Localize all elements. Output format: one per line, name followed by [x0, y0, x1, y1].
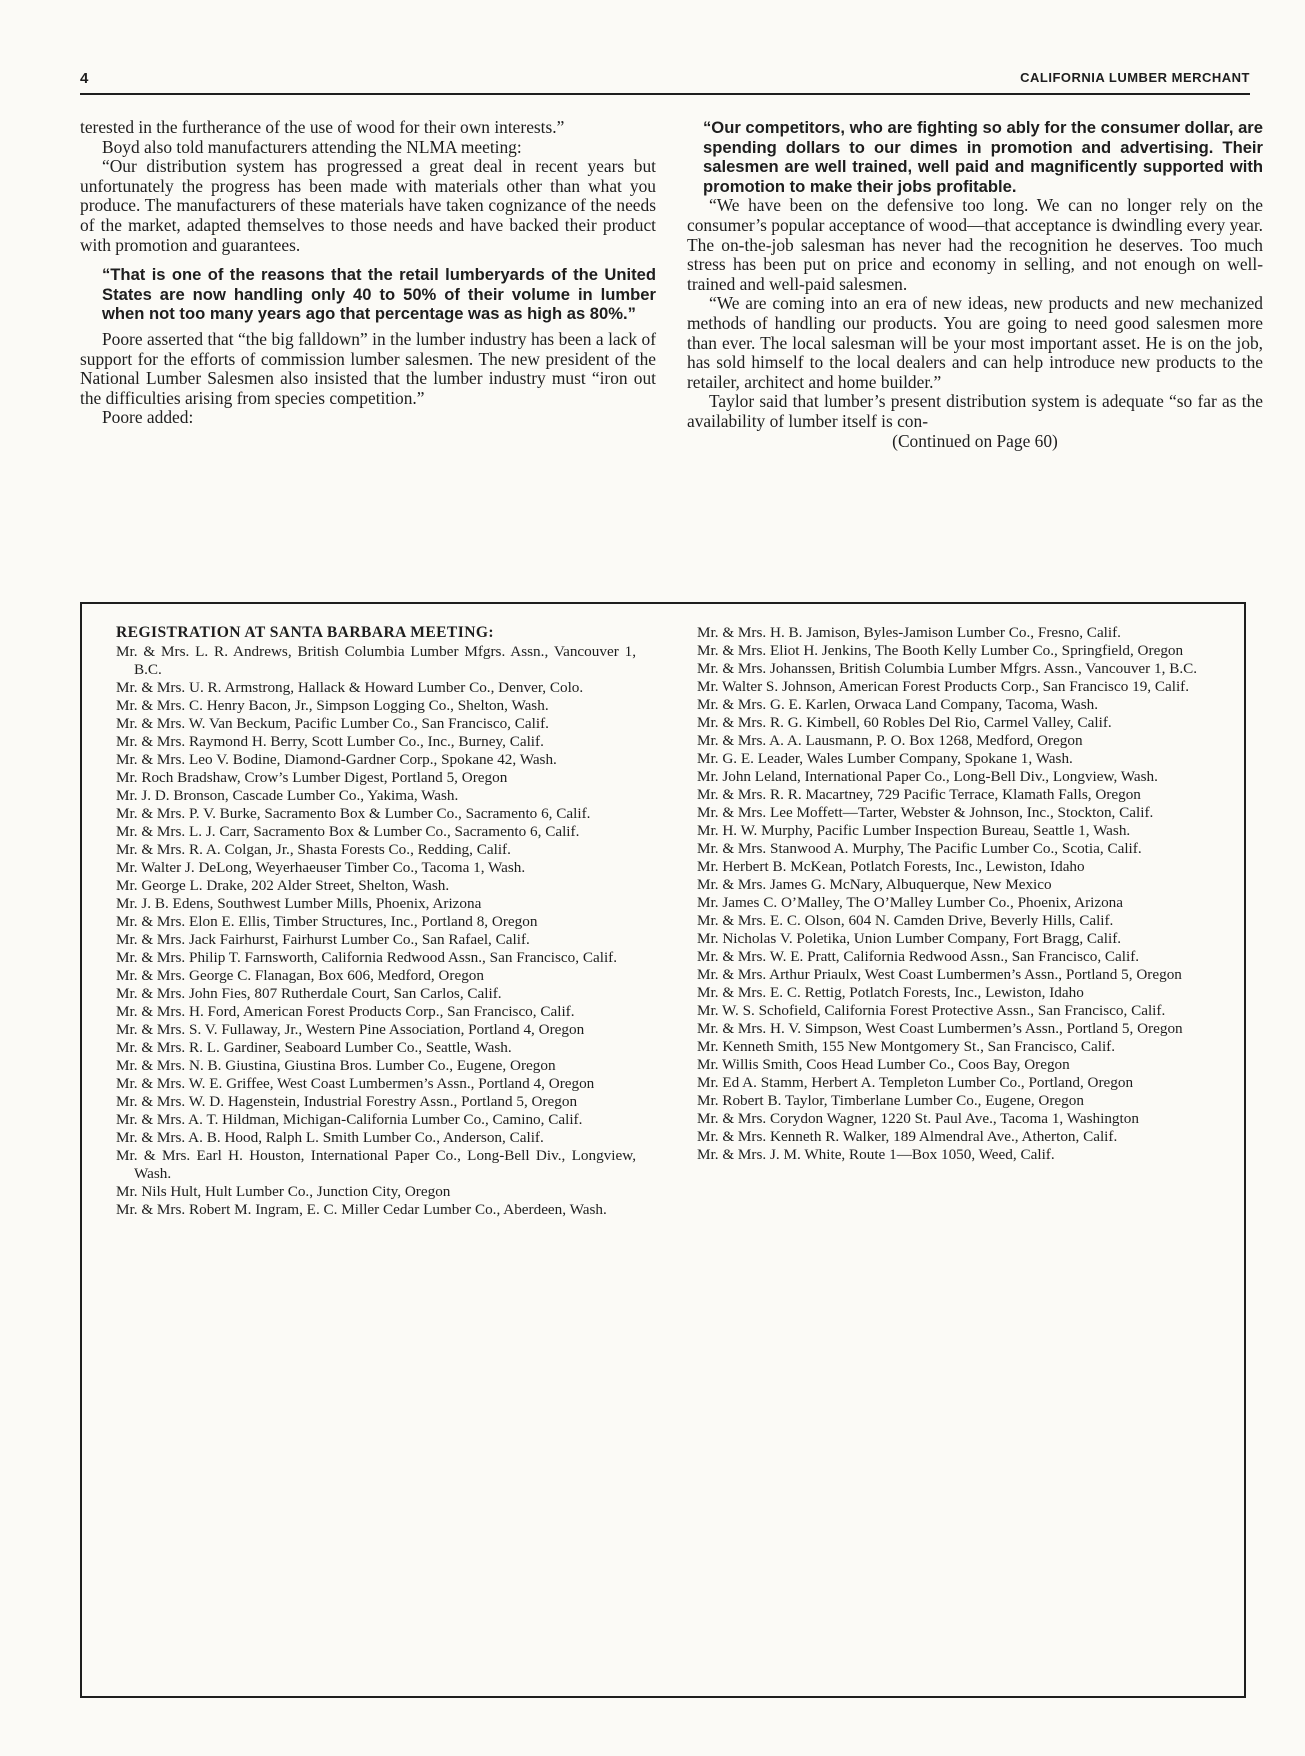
registration-entry: Mr. John Leland, International Paper Co., Long-Bell Div., Longview, Wash. [697, 768, 1158, 785]
registration-entry: Mr. & Mrs. W. D. Hagenstein, Industrial Forestry Assn., Portland 5, Oregon [116, 1093, 578, 1110]
registration-entry: Mr. James C. O’Malley, The O’Malley Lumber Co., Phoenix, Arizona [697, 894, 1124, 911]
right-pull-quote: “Our competitors, who are fighting so ably for the consumer dollar, are spending dollars to our dimes in promotion and advertising. Their salesmen are well trained, well paid and magnificently supported with promotion to make their jobs profitable. [703, 118, 1263, 196]
page-header [80, 70, 1250, 92]
registration-entry: Mr. & Mrs. R. L. Gardiner, Seaboard Lumber Co., Seattle, Wash. [116, 1039, 512, 1056]
registration-entry: Mr. J. B. Edens, Southwest Lumber Mills, Phoenix, Arizona [116, 895, 482, 912]
registration-entry: Mr. & Mrs. A. A. Lausmann, P. O. Box 1268, Medford, Oregon [697, 732, 1083, 749]
registration-entry: Mr. Robert B. Taylor, Timberlane Lumber Co., Eugene, Oregon [697, 1092, 1084, 1109]
left-paragraph: terested in the furtherance of the use of wood for their own interests.” [80, 117, 565, 137]
registration-entry: Mr. Nicholas V. Poletika, Union Lumber Company, Fort Bragg, Calif. [697, 930, 1122, 947]
registration-entry: Mr. H. W. Murphy, Pacific Lumber Inspection Bureau, Seattle 1, Wash. [697, 822, 1131, 839]
left-pull-quote: “That is one of the reasons that the retail lumberyards of the United States are now handling only 40 to 50% of their volume in lumber when not too many years ago that percentage was as high as 80%.” [102, 265, 656, 324]
registration-entry: Mr. Walter S. Johnson, American Forest Products Corp., San Francisco 19, Calif. [697, 678, 1190, 695]
registration-entry: Mr. & Mrs. John Fies, 807 Rutherdale Court, San Carlos, Calif. [116, 985, 502, 1002]
registration-entry: Mr. & Mrs. C. Henry Bacon, Jr., Simpson Logging Co., Shelton, Wash. [116, 697, 549, 714]
left-paragraph: Boyd also told manufacturers attending the NLMA meeting: [102, 136, 522, 157]
registration-entry: Mr. & Mrs. Kenneth R. Walker, 189 Almendral Ave., Atherton, Calif. [697, 1128, 1118, 1145]
registration-entry: Mr. Walter J. DeLong, Weyerhaeuser Timber Co., Tacoma 1, Wash. [116, 859, 526, 876]
registration-entry: Mr. George L. Drake, 202 Alder Street, Shelton, Wash. [116, 877, 450, 894]
article-column-right [687, 118, 1263, 451]
registration-entry: Mr. & Mrs. Arthur Priaulx, West Coast Lumbermen’s Assn., Portland 5, Oregon [697, 966, 1182, 983]
registration-entry: Mr. & Mrs. A. T. Hildman, Michigan-California Lumber Co., Camino, Calif. [116, 1111, 583, 1128]
registration-entry: Mr. & Mrs. Eliot H. Jenkins, The Booth Kelly Lumber Co., Springfield, Oregon [697, 642, 1184, 659]
right-paragraph: “We are coming into an era of new ideas, new products and new mechanized methods of handling our products. You are going to need good salesmen more than ever. The local salesman will be your most important asset. He is on the job, has sold himself to the local dealers and can help introduce new products to the retailer, architect and home builder.” [687, 293, 1263, 392]
registration-entry: Mr. Herbert B. McKean, Potlatch Forests, Inc., Lewiston, Idaho [697, 858, 1085, 875]
registration-entry: Mr. & Mrs. R. G. Kimbell, 60 Robles Del Rio, Carmel Valley, Calif. [697, 714, 1112, 731]
registration-entry: Mr. & Mrs. Elon E. Ellis, Timber Structures, Inc., Portland 8, Oregon [116, 913, 538, 930]
header-rule [80, 93, 1250, 95]
registration-entry: Mr. & Mrs. W. E. Pratt, California Redwood Assn., San Francisco, Calif. [697, 948, 1140, 965]
registration-entry: Mr. & Mrs. H. B. Jamison, Byles-Jamison Lumber Co., Fresno, Calif. [697, 624, 1121, 641]
registration-entry: Mr. & Mrs. H. V. Simpson, West Coast Lumbermen’s Assn., Portland 5, Oregon [697, 1020, 1183, 1037]
registration-title: REGISTRATION AT SANTA BARBARA MEETING: [116, 624, 494, 641]
registration-entry: Mr. & Mrs. Stanwood A. Murphy, The Pacific Lumber Co., Scotia, Calif. [697, 840, 1142, 857]
left-paragraph: “Our distribution system has progressed a great deal in recent years but unfortunately the progress has been made with materials other than what you produce. The manufacturers of these materials have taken cognizance of the needs of the market, adapted themselves to those needs and have backed their product with promotion and guarantees. [80, 156, 656, 255]
registration-entry: Mr. J. D. Bronson, Cascade Lumber Co., Yakima, Wash. [116, 787, 459, 804]
registration-entry: Mr. & Mrs. Lee Moffett—Tarter, Webster & Johnson, Inc., Stockton, Calif. [697, 804, 1154, 821]
registration-entry: Mr. & Mrs. S. V. Fullaway, Jr., Western Pine Association, Portland 4, Oregon [116, 1021, 585, 1038]
registration-entry: Mr. Nils Hult, Hult Lumber Co., Junction City, Oregon [116, 1183, 451, 1200]
registration-box [80, 602, 1246, 1698]
publication-title: CALIFORNIA LUMBER MERCHANT [1020, 70, 1250, 85]
registration-entry: Mr. & Mrs. James G. McNary, Albuquerque, New Mexico [697, 876, 1052, 893]
registration-entry: Mr. & Mrs. George C. Flanagan, Box 606, Medford, Oregon [116, 967, 484, 984]
right-paragraph: Taylor said that lumber’s present distribution system is adequate “so far as the availability of lumber itself is con- [687, 391, 1263, 431]
right-paragraph: “We have been on the defensive too long. We can no longer rely on the consumer’s popular acceptance of wood—that acceptance is dwindling every year. The on-the-job salesman has never had the recognition he deserves. Too much stress has been put on price and economy in selling, and not enough on well-trained and well-paid salesmen. [687, 195, 1263, 294]
registration-entry: Mr. & Mrs. Jack Fairhurst, Fairhurst Lumber Co., San Rafael, Calif. [116, 931, 530, 948]
registration-entry: Mr. & Mrs. Earl H. Houston, International Paper Co., Long-Bell Div., Longview, Wash. [116, 1147, 636, 1182]
registration-entry: Mr. Roch Bradshaw, Crow’s Lumber Digest, Portland 5, Oregon [116, 769, 508, 786]
registration-entry: Mr. & Mrs. L. R. Andrews, British Columbia Lumber Mfgrs. Assn., Vancouver 1, B.C. [116, 643, 636, 678]
registration-entry: Mr. & Mrs. L. J. Carr, Sacramento Box & Lumber Co., Sacramento 6, Calif. [116, 823, 580, 840]
registration-entry: Mr. G. E. Leader, Wales Lumber Company, Spokane 1, Wash. [697, 750, 1073, 767]
registration-entry: Mr. & Mrs. Leo V. Bodine, Diamond-Gardner Corp., Spokane 42, Wash. [116, 751, 557, 768]
registration-entry: Mr. & Mrs. W. E. Griffee, West Coast Lumbermen’s Assn., Portland 4, Oregon [116, 1075, 595, 1092]
registration-entry: Mr. & Mrs. Robert M. Ingram, E. C. Miller Cedar Lumber Co., Aberdeen, Wash. [116, 1201, 607, 1218]
registration-entry: Mr. & Mrs. R. R. Macartney, 729 Pacific Terrace, Klamath Falls, Oregon [697, 786, 1141, 803]
registration-entry: Mr. & Mrs. Raymond H. Berry, Scott Lumber Co., Inc., Burney, Calif. [116, 733, 544, 750]
registration-entry: Mr. & Mrs. Corydon Wagner, 1220 St. Paul Ave., Tacoma 1, Washington [697, 1110, 1139, 1127]
registration-entry: Mr. & Mrs. W. Van Beckum, Pacific Lumber Co., San Francisco, Calif. [116, 715, 549, 732]
registration-entry: Mr. & Mrs. U. R. Armstrong, Hallack & Howard Lumber Co., Denver, Colo. [116, 679, 584, 696]
registration-entry: Mr. & Mrs. A. B. Hood, Ralph L. Smith Lumber Co., Anderson, Calif. [116, 1129, 544, 1146]
registration-list-left [116, 624, 636, 1219]
registration-entry: Mr. & Mrs. G. E. Karlen, Orwaca Land Company, Tacoma, Wash. [697, 696, 1099, 713]
registration-entry: Mr. & Mrs. H. Ford, American Forest Products Corp., San Francisco, Calif. [116, 1003, 575, 1020]
registration-entry: Mr. & Mrs. Philip T. Farnsworth, California Redwood Assn., San Francisco, Calif. [116, 949, 618, 966]
left-paragraph: Poore asserted that “the big falldown” in the lumber industry has been a lack of support for the efforts of commission lumber salesmen. The new president of the National Lumber Salesmen also insisted that the lumber industry must “iron out the difficulties arising from species competition.” [80, 328, 656, 408]
registration-entry: Mr. & Mrs. P. V. Burke, Sacramento Box & Lumber Co., Sacramento 6, Calif. [116, 805, 591, 822]
registration-entry: Mr. & Mrs. J. M. White, Route 1—Box 1050, Weed, Calif. [697, 1146, 1055, 1163]
registration-entry: Mr. Willis Smith, Coos Head Lumber Co., Coos Bay, Oregon [697, 1056, 1070, 1073]
registration-entry: Mr. & Mrs. E. C. Olson, 604 N. Camden Drive, Beverly Hills, Calif. [697, 912, 1114, 929]
registration-entry: Mr. & Mrs. E. C. Rettig, Potlatch Forests, Inc., Lewiston, Idaho [697, 984, 1084, 1001]
left-paragraph: Poore added: [102, 407, 194, 428]
registration-entry: Mr. Ed A. Stamm, Herbert A. Templeton Lumber Co., Portland, Oregon [697, 1074, 1134, 1091]
article-column-left [80, 118, 656, 428]
registration-entry: Mr. & Mrs. R. A. Colgan, Jr., Shasta Forests Co., Redding, Calif. [116, 841, 511, 858]
page-number: 4 [80, 70, 89, 87]
registration-entry: Mr. & Mrs. Johanssen, British Columbia Lumber Mfgrs. Assn., Vancouver 1, B.C. [697, 660, 1198, 677]
registration-entry: Mr. & Mrs. N. B. Giustina, Giustina Bros. Lumber Co., Eugene, Oregon [116, 1057, 556, 1074]
registration-list-right [697, 624, 1217, 1164]
registration-entry: Mr. W. S. Schofield, California Forest Protective Assn., San Francisco, Calif. [697, 1002, 1166, 1019]
continued-note: (Continued on Page 60) [892, 430, 1058, 451]
registration-entry: Mr. Kenneth Smith, 155 New Montgomery St., San Francisco, Calif. [697, 1038, 1116, 1055]
